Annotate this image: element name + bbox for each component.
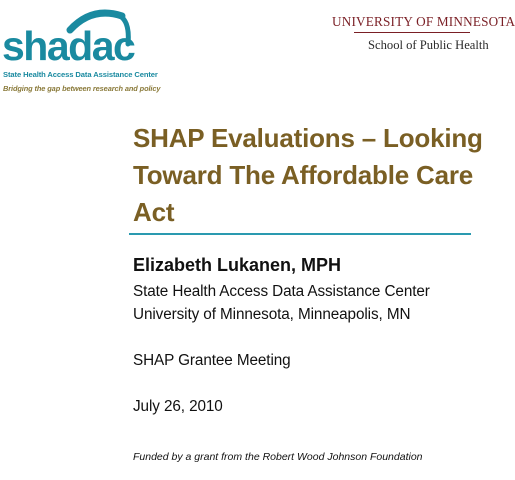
event-name: SHAP Grantee Meeting <box>133 352 291 369</box>
umn-logo <box>330 14 515 64</box>
shadac-wordmark: shadac <box>2 23 135 69</box>
slide-title-line-1: SHAP Evaluations – Looking <box>133 123 483 153</box>
slide-title-line-2: Toward The Affordable Care <box>133 160 474 190</box>
umn-school-name: School of Public Health <box>368 38 489 52</box>
umn-divider <box>354 32 470 33</box>
umn-wordmark: UNIVERSITY OF MINNESOTA <box>332 14 515 29</box>
author-name: Elizabeth Lukanen, MPH <box>133 255 342 275</box>
shadac-logo <box>0 4 161 94</box>
slide-title-line-3: Act <box>133 197 175 227</box>
title-divider <box>129 233 471 235</box>
funding-note: Funded by a grant from the Robert Wood Johnson Foundation <box>133 451 423 463</box>
shadac-tagline: Bridging the gap between research and policy <box>3 84 161 93</box>
shadac-subtitle: State Health Access Data Assistance Center <box>3 70 158 79</box>
presentation-date: July 26, 2010 <box>133 398 223 415</box>
slide-title <box>133 120 483 231</box>
affiliation-line-2: University of Minnesota, Minneapolis, MN <box>133 306 411 323</box>
affiliation-line-1: State Health Access Data Assistance Center <box>133 283 430 300</box>
